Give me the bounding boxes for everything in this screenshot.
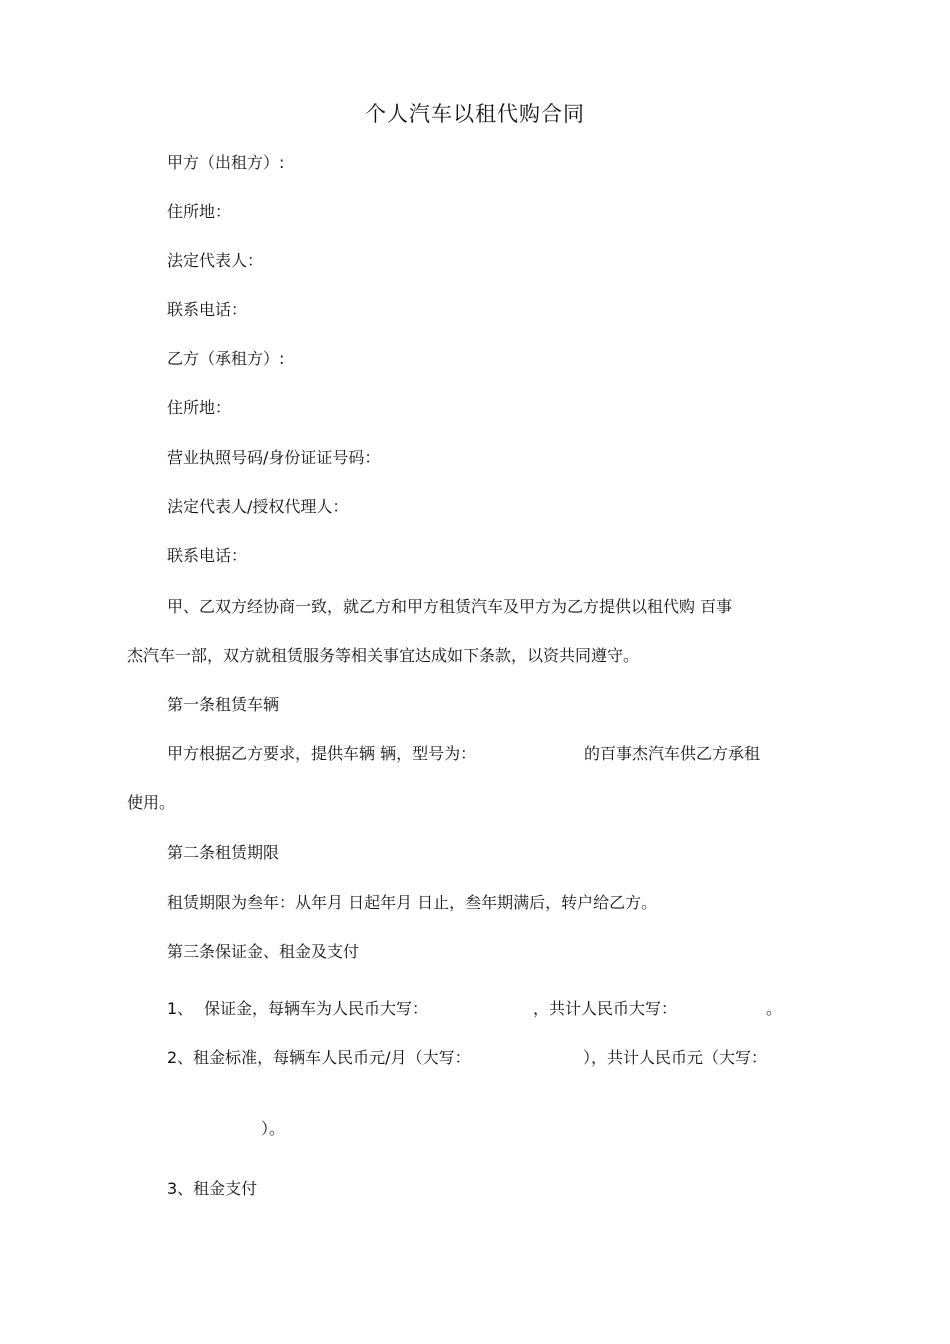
article-3-item-1-part-2: ，共计人民币大写： xyxy=(533,999,678,1018)
article-3-item-1-part-3: 。 xyxy=(766,999,783,1018)
article-3-item-1-number: 1、 xyxy=(167,999,194,1018)
article-1-text-part-1: 甲方根据乙方要求，提供车辆 辆，型号为： xyxy=(167,744,477,763)
article-2-heading: 第二条租赁期限 xyxy=(167,843,280,862)
document-title: 个人汽车以租代购合同 xyxy=(365,102,585,126)
preamble-line-2: 杰汽车一部，双方就租赁服务等相关事宜达成如下条款，以资共同遵守。 xyxy=(127,646,640,665)
party-a-heading: 甲方（出租方）: xyxy=(167,153,285,172)
article-3-heading: 第三条保证金、租金及支付 xyxy=(167,942,360,961)
party-a-phone-label: 联系电话： xyxy=(167,300,248,319)
party-b-phone-label: 联系电话： xyxy=(167,546,248,565)
party-b-legal-rep-agent-label: 法定代表人/授权代理人： xyxy=(167,497,349,516)
article-3-item-1-part-1: 保证金，每辆车为人民币大写： xyxy=(204,999,429,1018)
article-3-item-2-part-2: ），共计人民币元（大写： xyxy=(583,1048,768,1067)
party-b-address-label: 住所地： xyxy=(167,398,232,417)
preamble-line-1: 甲、乙双方经协商一致，就乙方和甲方租赁汽车及甲方为乙方提供以租代购 百事 xyxy=(167,597,733,616)
article-3-item-3: 3、租金支付 xyxy=(167,1179,258,1198)
party-a-legal-rep-label: 法定代表人： xyxy=(167,251,264,270)
article-2-text: 租赁期限为叁年：从年月 日起年月 日止，叁年期满后，转户给乙方。 xyxy=(167,893,658,912)
party-b-heading: 乙方（承租方）: xyxy=(167,349,285,368)
article-1-heading: 第一条租赁车辆 xyxy=(167,695,280,714)
article-1-text-part-2: 的百事杰汽车供乙方承租 xyxy=(584,744,761,763)
party-a-address-label: 住所地： xyxy=(167,202,232,221)
party-b-license-id-label: 营业执照号码/身份证证号码： xyxy=(167,448,381,467)
article-3-item-2-part-1: 2、租金标准，每辆车人民币元/月（大写： xyxy=(167,1048,471,1067)
article-1-text-line-2: 使用。 xyxy=(127,793,176,812)
article-3-item-2-end: ）。 xyxy=(261,1119,286,1138)
